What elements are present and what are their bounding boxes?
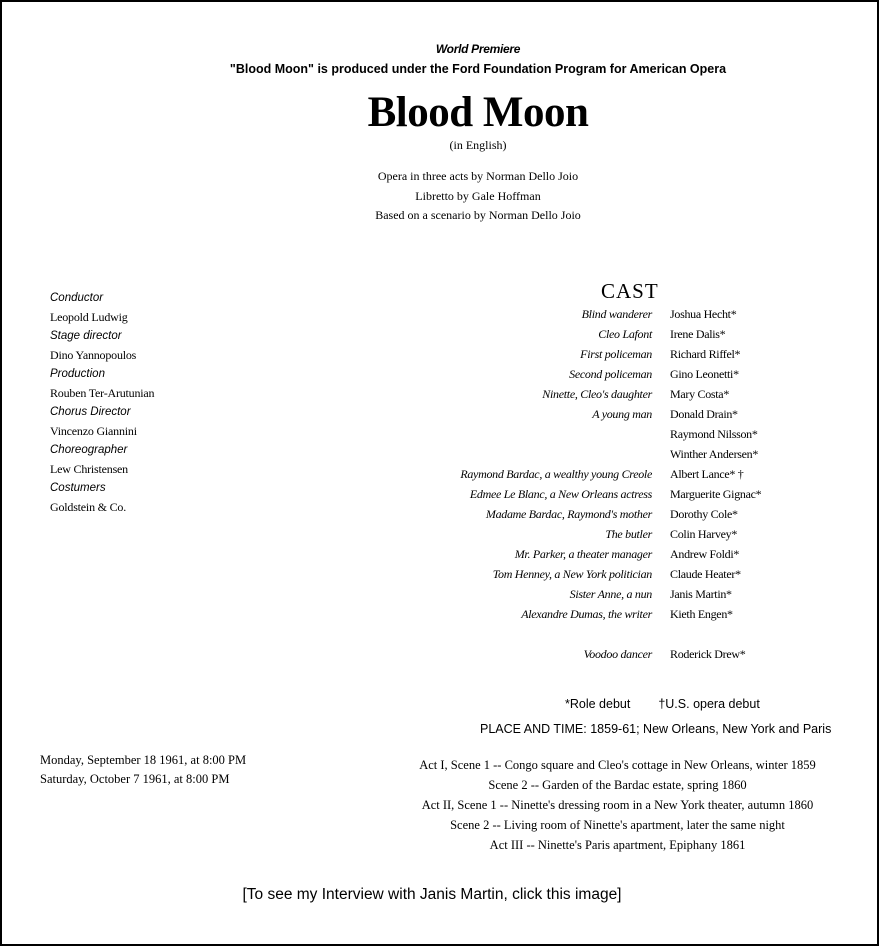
team-role: Stage director [50, 330, 122, 342]
cast-part: Blind wanderer [581, 307, 652, 321]
cast-spacer [382, 624, 802, 644]
performance-date: Saturday, October 7 1961, at 8:00 PM [40, 772, 230, 786]
performance-date: Monday, September 18 1961, at 8:00 PM [40, 753, 247, 767]
cast-part: Cleo Lafont [598, 327, 652, 341]
team-role: Conductor [50, 292, 104, 304]
scene-line: Act II, Scene 1 -- Ninette's dressing room in a New York theater, autumn 1860 [421, 798, 814, 812]
cast-part: Ninette, Cleo's daughter [542, 387, 652, 401]
team-name: Goldstein & Co. [50, 500, 127, 514]
cast-singer: Irene Dalis* [670, 327, 726, 341]
language-note: (in English) [449, 138, 507, 152]
cast-part: Edmee Le Blanc, a New Orleans actress [469, 487, 652, 501]
cast-singer: Richard Riffel* [670, 347, 741, 361]
cast-singer: Dorothy Cole* [670, 507, 738, 521]
world-premiere-label: World Premiere [435, 42, 521, 56]
cast-singer: Joshua Hecht* [670, 307, 737, 321]
credits-block [2, 167, 879, 226]
team-name: Rouben Ter-Arutunian [50, 386, 155, 400]
team-role: Costumers [50, 482, 106, 494]
cast-singer: Raymond Nilsson* [670, 427, 758, 441]
cast-singer: Gino Leonetti* [670, 367, 739, 381]
scene-list [2, 755, 879, 855]
cast-row [382, 444, 802, 464]
credit-line: Opera in three acts by Norman Dello Joio [377, 169, 579, 183]
cast-part: First policeman [580, 347, 652, 361]
cast-part: Raymond Bardac, a wealthy young Creole [460, 467, 652, 481]
cast-row [382, 504, 802, 524]
scene-line: Scene 2 -- Garden of the Bardac estate, spring 1860 [488, 778, 747, 792]
cast-row [382, 524, 802, 544]
cast-row [382, 304, 802, 324]
cast-row [382, 604, 802, 624]
team-role: Chorus Director [50, 406, 131, 418]
cast-singer: Janis Martin* [670, 587, 732, 601]
cast-row [382, 384, 802, 404]
cast-row [382, 464, 802, 484]
cast-row-dancer [382, 644, 802, 664]
cast-singer: Winther Andersen* [670, 447, 759, 461]
cast-row [382, 424, 802, 444]
cast-row [382, 564, 802, 584]
scene-line: Act III -- Ninette's Paris apartment, Epiphany 1861 [489, 838, 746, 852]
opera-title: Blood Moon [367, 89, 589, 136]
team-role: Production [50, 368, 105, 380]
cast-list [382, 304, 802, 664]
cast-part: A young man [592, 407, 652, 421]
cast-row [382, 484, 802, 504]
scene-line: Scene 2 -- Living room of Ninette's apartment, later the same night [450, 818, 785, 832]
team-name: Vincenzo Giannini [50, 424, 137, 438]
team-role: Choreographer [50, 444, 128, 456]
team-name: Lew Christensen [50, 462, 128, 476]
scene-line: Act I, Scene 1 -- Congo square and Cleo's cottage in New Orleans, winter 1859 [419, 758, 816, 772]
cast-singer: Colin Harvey* [670, 527, 738, 541]
cast-part: Sister Anne, a nun [569, 587, 652, 601]
role-debut-note: *Role debut [565, 697, 631, 711]
place-and-time: PLACE AND TIME: 1859-61; New Orleans, New York and Paris [480, 722, 832, 736]
cast-part: Madame Bardac, Raymond's mother [485, 507, 652, 521]
cast-part: The butler [605, 527, 652, 541]
cast-part: Mr. Parker, a theater manager [514, 547, 652, 561]
team-name: Dino Yannopoulos [50, 348, 137, 362]
cast-singer: Donald Drain* [670, 407, 738, 421]
cast-part: Alexandre Dumas, the writer [521, 607, 652, 621]
ford-foundation-note: "Blood Moon" is produced under the Ford Foundation Program for American Opera [229, 62, 727, 76]
cast-singer: Marguerite Gignac* [670, 487, 762, 501]
cast-row [382, 584, 802, 604]
cast-heading: CAST [601, 279, 659, 303]
cast-singer: Claude Heater* [670, 567, 741, 581]
debut-legend [565, 697, 760, 711]
cast-singer: Andrew Foldi* [670, 547, 740, 561]
team-name: Leopold Ludwig [50, 310, 128, 324]
cast-singer: Albert Lance* † [670, 467, 744, 481]
cast-row [382, 544, 802, 564]
cast-part: Second policeman [569, 367, 652, 381]
production-team [50, 291, 154, 519]
interview-link-caption[interactable]: [To see my Interview with Janis Martin, click this image] [242, 886, 622, 903]
cast-row [382, 324, 802, 344]
us-debut-note: †U.S. opera debut [658, 697, 760, 711]
cast-singer: Roderick Drew* [670, 647, 746, 661]
cast-singer: Mary Costa* [670, 387, 730, 401]
cast-singer: Kieth Engen* [670, 607, 733, 621]
cast-part: Tom Henney, a New York politician [492, 567, 652, 581]
cast-row [382, 364, 802, 384]
cast-part: Voodoo dancer [583, 647, 652, 661]
credit-line: Based on a scenario by Norman Dello Joio [375, 208, 581, 222]
cast-row [382, 344, 802, 364]
credit-line: Libretto by Gale Hoffman [415, 188, 541, 203]
cast-row [382, 404, 802, 424]
